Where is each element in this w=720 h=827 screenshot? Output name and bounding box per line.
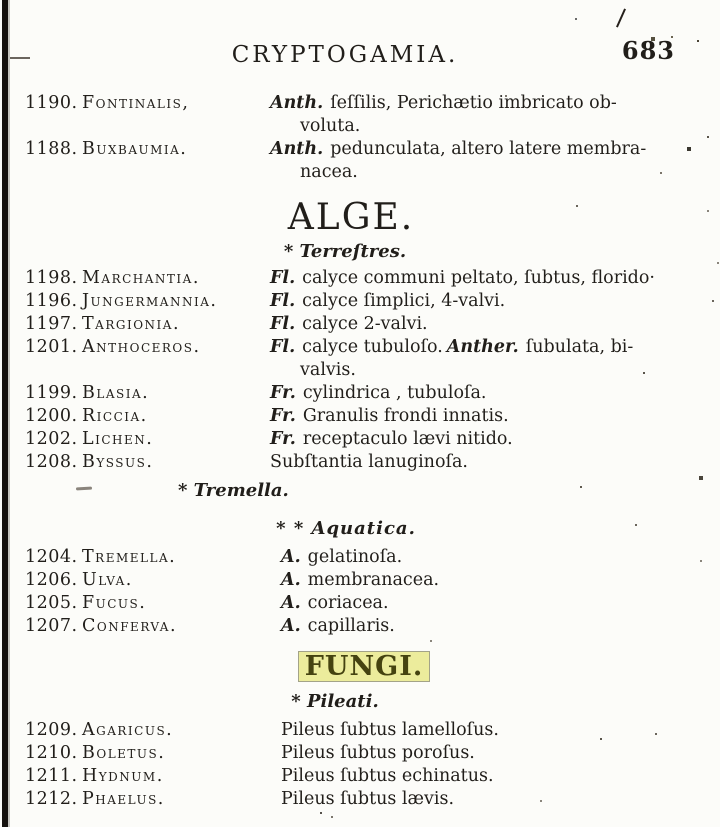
entry-description — [270, 382, 720, 405]
genus-name: Lichen. — [82, 429, 154, 449]
abbrev-lead: Fl. — [270, 337, 296, 357]
genus-name: Riccia. — [82, 406, 148, 426]
subsection-aquatica: * * Aquatica. — [276, 518, 416, 539]
entry-number: 1201. — [25, 337, 78, 357]
description-continuation: valvis. — [300, 360, 356, 380]
description-text: Granulis frondi innatis. — [302, 406, 509, 426]
entry-number: 1197. — [25, 314, 78, 334]
genus-name: Targionia. — [82, 314, 181, 334]
entry-description — [270, 92, 720, 138]
subsection-terrestres: * Terreſtres. — [283, 241, 407, 262]
entry-description — [270, 546, 720, 569]
scan-specks — [0, 0, 2, 2]
entries-mosses — [0, 92, 720, 184]
table-row — [0, 267, 720, 290]
description-text: membranacea. — [307, 570, 440, 590]
description-text: ſubulata, bi- — [525, 337, 634, 357]
section-heading-alge: ALGE. — [287, 197, 415, 238]
entries-alge-terrestres — [0, 267, 720, 474]
running-header — [0, 36, 720, 68]
entry-number: 1196. — [25, 291, 78, 311]
entry-number: 1210. — [25, 743, 78, 763]
abbrev-lead: A. — [281, 616, 301, 636]
genus-name: Boletus. — [82, 743, 166, 763]
abbrev-lead: Fl. — [270, 314, 296, 334]
entry-number: 1204. — [25, 547, 78, 567]
genus-name: Jungermannia. — [82, 291, 218, 311]
description-text: Pileus ſubtus lamelloſus. — [281, 720, 499, 740]
table-row — [0, 615, 720, 638]
abbrev-lead: Anth. — [270, 139, 324, 159]
entry-number: 1200. — [25, 406, 78, 426]
table-row — [0, 313, 720, 336]
table-row — [0, 92, 720, 138]
entry-description — [270, 615, 720, 638]
entry-number: 1202. — [25, 429, 78, 449]
entry-description — [270, 592, 720, 615]
table-row — [0, 138, 720, 184]
description-text: Pileus ſubtus echinatus. — [281, 766, 494, 786]
entry-number: 1190. — [25, 93, 78, 113]
genus-name: Buxbaumia. — [82, 139, 188, 159]
scan-slash-mark — [616, 8, 626, 27]
genus-name: Agaricus. — [82, 720, 174, 740]
genus-name: Phaelus. — [82, 789, 165, 809]
abbrev-lead: Fr. — [270, 406, 296, 426]
abbrev-lead: Fl. — [270, 268, 296, 288]
table-row — [0, 405, 720, 428]
table-row — [0, 788, 720, 811]
genus-name: Hydnum. — [82, 766, 164, 786]
table-row — [0, 569, 720, 592]
subsection-tremella: * Tremella. — [178, 480, 289, 501]
entries-fungi-pileati — [0, 719, 720, 811]
genus-name: Anthoceros. — [82, 337, 201, 357]
scan-dash-mark — [76, 487, 92, 491]
genus-name: Fucus. — [82, 593, 147, 613]
abbrev-lead: Anth. — [270, 93, 324, 113]
entries-alge-aquatica — [0, 546, 720, 638]
table-row — [0, 719, 720, 742]
table-row — [0, 290, 720, 313]
entry-description — [270, 451, 720, 474]
genus-name: Ulva. — [82, 570, 133, 590]
entry-number: 1209. — [25, 720, 78, 740]
entry-number: 1212. — [25, 789, 78, 809]
abbrev-lead: Fr. — [270, 429, 296, 449]
highlighted-heading: FUNGI. — [298, 651, 430, 682]
genus-name: Fontinalis, — [82, 93, 190, 113]
genus-name: Conferva. — [82, 616, 178, 636]
table-row — [0, 451, 720, 474]
entry-description — [270, 428, 720, 451]
description-text: Pileus ſubtus poroſus. — [281, 743, 475, 763]
entry-description — [270, 313, 720, 336]
entry-number: 1206. — [25, 570, 78, 590]
genus-name: Byssus. — [82, 452, 154, 472]
description-text: calyce 2-valvi. — [302, 314, 428, 334]
table-row — [0, 428, 720, 451]
description-text: capillaris. — [307, 616, 395, 636]
description-text: gelatinoſa. — [307, 547, 403, 567]
description-text: Subſtantia lanuginoſa. — [270, 452, 468, 472]
genus-name: Blasia. — [82, 383, 150, 403]
entry-number: 1198. — [25, 268, 78, 288]
description-text: coriacea. — [307, 593, 389, 613]
entry-description — [270, 719, 720, 742]
description-text: calyce ſimplici, 4-valvi. — [302, 291, 506, 311]
entry-description — [270, 405, 720, 428]
section-heading-fungi — [4, 651, 720, 682]
abbrev-lead: A. — [281, 547, 301, 567]
entry-number: 1205. — [25, 593, 78, 613]
description-text: pedunculata, altero latere membra- — [330, 139, 647, 159]
table-row — [0, 765, 720, 788]
abbrev-lead: Fl. — [270, 291, 296, 311]
description-text: calyce tubuloſo. — [302, 337, 443, 357]
page-number: 683 — [621, 36, 675, 65]
entry-description — [270, 788, 720, 811]
description-text: Pileus ſubtus lævis. — [281, 789, 455, 809]
entry-description — [270, 267, 720, 290]
entry-description — [270, 290, 720, 313]
entry-description — [270, 138, 720, 184]
entry-description — [270, 765, 720, 788]
abbrev-lead: Anther. — [446, 337, 519, 357]
entry-description — [270, 569, 720, 592]
entry-number: 1211. — [25, 766, 78, 786]
entry-description — [270, 336, 720, 382]
table-row — [0, 546, 720, 569]
genus-name: Marchantia. — [82, 268, 200, 288]
subsection-pileati: * Pileati. — [291, 691, 379, 712]
genus-name: Tremella. — [82, 547, 177, 567]
table-row — [0, 382, 720, 405]
entry-number: 1188. — [25, 139, 78, 159]
table-row — [0, 742, 720, 765]
entry-number: 1208. — [25, 452, 78, 472]
description-text: calyce communi peltato, ſubtus, florido· — [302, 268, 655, 288]
description-text: receptaculo lævi nitido. — [302, 429, 513, 449]
abbrev-lead: A. — [281, 570, 301, 590]
description-text: ſeſſilis, Perichætio imbricato ob- — [330, 93, 617, 113]
description-continuation: nacea. — [300, 162, 358, 182]
description-continuation: voluta. — [300, 116, 361, 136]
abbrev-lead: A. — [281, 593, 301, 613]
entry-number: 1207. — [25, 616, 78, 636]
table-row — [0, 336, 720, 382]
page-title: CRYPTOGAMIA. — [231, 42, 459, 68]
table-row — [0, 592, 720, 615]
entry-number: 1199. — [25, 383, 78, 403]
entry-description — [270, 742, 720, 765]
abbrev-lead: Fr. — [270, 383, 296, 403]
description-text: cylindrica , tubuloſa. — [302, 383, 487, 403]
